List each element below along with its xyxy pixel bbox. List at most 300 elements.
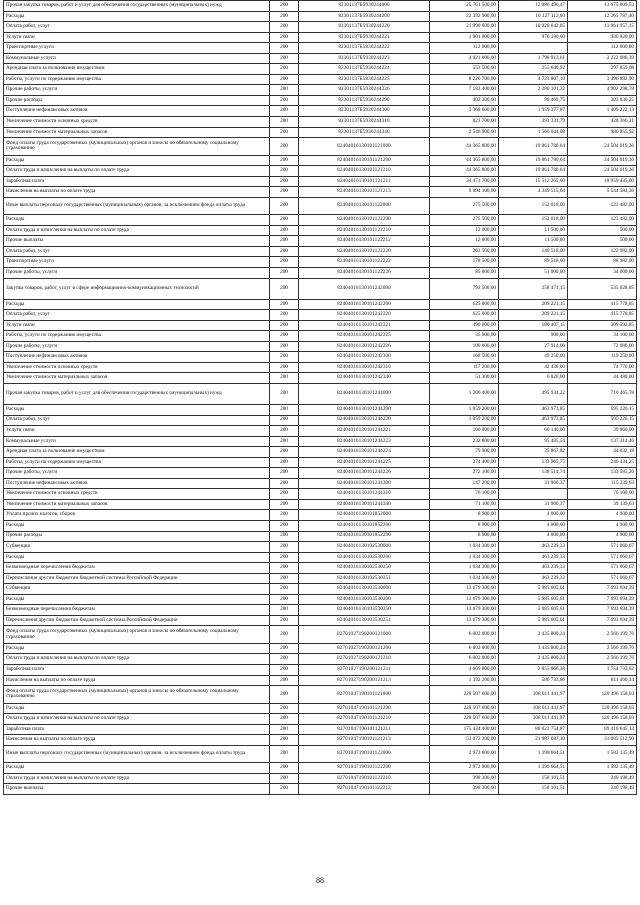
table-row	[4, 784, 637, 795]
row-approved-cell: 85 000,00	[430, 268, 499, 279]
row-name-cell: Оплата работ, услуг	[4, 415, 270, 426]
row-approved-cell: 1 392 200,00	[430, 675, 499, 686]
row-name-cell: Оплата работ, услуг	[4, 310, 270, 321]
row-approved-cell: 100 000,00	[430, 426, 499, 437]
table-row	[4, 531, 637, 542]
row-unexecuted-cell: 303 830,25	[568, 95, 637, 106]
table-row	[4, 278, 637, 299]
row-executed-cell: 463 239,33	[499, 573, 568, 584]
row-approved-cell: 1 034 300,00	[430, 563, 499, 574]
page-number: 88	[316, 876, 324, 885]
row-budget-code-cell: 82404016130102530200	[299, 552, 430, 563]
row-line-code-cell: 200	[270, 1, 299, 12]
row-executed-cell: 463 973,85	[499, 404, 568, 415]
row-unexecuted-cell: 76 100,00	[568, 489, 637, 500]
row-approved-cell: 625 000,00	[430, 310, 499, 321]
row-budget-code-cell: 82701047190101121000	[299, 686, 430, 704]
row-unexecuted-cell: 120 496 158,03	[568, 714, 637, 725]
row-unexecuted-cell: 44 480,00	[568, 373, 637, 384]
row-line-code-cell: 200	[270, 187, 299, 198]
row-name-cell: Поступление нефинансовых активов	[4, 106, 270, 117]
row-budget-code-cell: 82701027190200121211	[299, 665, 430, 676]
row-name-cell: Работы, услуги по содержанию имущества	[4, 331, 270, 342]
table-row	[4, 520, 637, 531]
row-unexecuted-cell: 811 466,14	[568, 675, 637, 686]
row-executed-cell: 1 390 664,51	[499, 763, 568, 774]
row-unexecuted-cell: 18 959 435,00	[568, 176, 637, 187]
row-name-cell: Прочая закупка товаров, работ и услуг для обеспечения государственных (муниципальных) нужд	[4, 383, 270, 404]
row-name-cell: Расходы	[4, 552, 270, 563]
row-budget-code-cell: 82404016130101244000	[299, 383, 430, 404]
row-budget-code-cell: 82404016130101244310	[299, 489, 430, 500]
table-row	[4, 299, 637, 310]
row-executed-cell: 209 221,15	[499, 299, 568, 310]
row-approved-cell: 12 000,00	[430, 225, 499, 236]
row-unexecuted-cell: 7 693 694,39	[568, 594, 637, 605]
row-unexecuted-cell: 240 434,25	[568, 457, 637, 468]
row-line-code-cell: 200	[270, 310, 299, 321]
row-line-code-cell: 200	[270, 665, 299, 676]
row-executed-cell: 108 011 441,97	[499, 686, 568, 704]
row-name-cell: Увеличение стоимости основных средств	[4, 362, 270, 373]
row-budget-code-cell: 82701027190200121213	[299, 675, 430, 686]
row-line-code-cell: 200	[270, 594, 299, 605]
row-executed-cell: 5 985 605,61	[499, 615, 568, 626]
table-row	[4, 675, 637, 686]
row-budget-code-cell: 82701027190200121200	[299, 643, 430, 654]
row-budget-code-cell: 82404016130101244223	[299, 436, 430, 447]
row-line-code-cell: 200	[270, 32, 299, 43]
row-budget-code-cell: 82404016130101852290	[299, 531, 430, 542]
row-name-cell: Иные выплаты персоналу государственных (муниципальных) органов, за исключением фонда оплаты труда	[4, 745, 270, 763]
row-unexecuted-cell: 240 198,49	[568, 773, 637, 784]
row-executed-cell: 3 435 800,24	[499, 626, 568, 644]
table-row	[4, 127, 637, 138]
row-executed-cell: 98 469,75	[499, 95, 568, 106]
row-line-code-cell: 200	[270, 127, 299, 138]
row-name-cell: Увеличение стоимости материальных запасов	[4, 499, 270, 510]
row-unexecuted-cell: 1 582 135,49	[568, 745, 637, 763]
row-budget-code-cell: 82404016130101244220	[299, 415, 430, 426]
row-budget-code-cell: 82404016130101122222	[299, 257, 430, 268]
row-budget-code-cell: 82404016130101242226	[299, 341, 430, 352]
table-row	[4, 341, 637, 352]
row-approved-cell: 13 679 300,00	[430, 615, 499, 626]
budget-execution-table	[3, 0, 637, 795]
row-approved-cell: 821 700,00	[430, 117, 499, 128]
row-approved-cell: 228 507 600,00	[430, 714, 499, 725]
row-name-cell: Прочие расходы	[4, 95, 270, 106]
row-name-cell: Поступление нефинансовых активов	[4, 352, 270, 363]
row-approved-cell: 1 901 000,00	[430, 32, 499, 43]
table-row	[4, 85, 637, 96]
row-line-code-cell: 200	[270, 155, 299, 166]
row-budget-code-cell: 82404016130101121210	[299, 166, 430, 177]
row-budget-code-cell: 82404016130101242200	[299, 299, 430, 310]
row-line-code-cell: 200	[270, 74, 299, 85]
table-row	[4, 404, 637, 415]
row-name-cell: Расходы	[4, 594, 270, 605]
row-approved-cell: 1 034 300,00	[430, 542, 499, 553]
table-row	[4, 426, 637, 437]
row-unexecuted-cell: 34 100,00	[568, 331, 637, 342]
table-row	[4, 745, 637, 763]
row-name-cell: Оплата труда и начисления на выплаты по оплате труда	[4, 225, 270, 236]
row-approved-cell: 2 972 800,00	[430, 745, 499, 763]
row-approved-cell: 793 500,00	[430, 278, 499, 299]
row-budget-code-cell: 82301137Б5930244300	[299, 106, 430, 117]
row-line-code-cell: 200	[270, 415, 299, 426]
row-unexecuted-cell: 3 496 892,90	[568, 74, 637, 85]
row-name-cell: Расходы	[4, 215, 270, 226]
row-executed-cell: 1 566 044,08	[499, 127, 568, 138]
row-line-code-cell: 200	[270, 499, 299, 510]
row-name-cell: Увеличение стоимости основных средств	[4, 489, 270, 500]
row-budget-code-cell: 82404016130101122212	[299, 236, 430, 247]
row-budget-code-cell: 82404016130101244200	[299, 404, 430, 415]
row-line-code-cell: 200	[270, 489, 299, 500]
table-row	[4, 236, 637, 247]
row-executed-cell: 108 011 441,97	[499, 714, 568, 725]
table-row	[4, 331, 637, 342]
row-unexecuted-cell: 39 860,00	[568, 426, 637, 437]
table-row	[4, 542, 637, 553]
table-row	[4, 166, 637, 177]
table-row	[4, 686, 637, 704]
row-name-cell: Перечисления другим бюджетам бюджетной системы Российской Федерации	[4, 573, 270, 584]
row-approved-cell: 51 300,00	[430, 373, 499, 384]
row-unexecuted-cell: 133 585,26	[568, 468, 637, 479]
row-unexecuted-cell: 980 855,92	[568, 127, 637, 138]
row-unexecuted-cell: 74 770,00	[568, 362, 637, 373]
row-approved-cell: 13 679 300,00	[430, 605, 499, 616]
row-name-cell: Расходы	[4, 155, 270, 166]
row-unexecuted-cell: 31 085 512,90	[568, 735, 637, 746]
row-name-cell: Оплата работ, услуг	[4, 22, 270, 33]
row-budget-code-cell: 82404016130103530250	[299, 605, 430, 616]
row-approved-cell: 3 368 600,00	[430, 106, 499, 117]
row-line-code-cell: 200	[270, 510, 299, 521]
table-row	[4, 573, 637, 584]
table-row	[4, 724, 637, 735]
row-name-cell: Расходы	[4, 703, 270, 714]
row-approved-cell: 1 034 300,00	[430, 573, 499, 584]
table-row	[4, 773, 637, 784]
row-name-cell: Увеличение стоимости материальных запасов	[4, 127, 270, 138]
row-approved-cell: 2 546 900,00	[430, 127, 499, 138]
row-budget-code-cell: 82404016130101852000	[299, 510, 430, 521]
table-row	[4, 246, 637, 257]
row-unexecuted-cell: 297 859,08	[568, 64, 637, 75]
row-executed-cell: 463 239,33	[499, 563, 568, 574]
row-line-code-cell: 200	[270, 257, 299, 268]
row-executed-cell: 2 280 101,22	[499, 85, 568, 96]
row-approved-cell: 34 471 700,00	[430, 176, 499, 187]
row-name-cell: Транспортные услуги	[4, 43, 270, 54]
row-approved-cell: 100 000,00	[430, 341, 499, 352]
row-executed-cell: 393 333,79	[499, 117, 568, 128]
row-line-code-cell: 200	[270, 117, 299, 128]
row-budget-code-cell: 82404016130102530000	[299, 542, 430, 553]
table-row	[4, 352, 637, 363]
row-line-code-cell: 200	[270, 686, 299, 704]
table-row	[4, 499, 637, 510]
row-approved-cell: 13 679 300,00	[430, 594, 499, 605]
row-budget-code-cell: 82404016130101121200	[299, 155, 430, 166]
row-budget-code-cell: 82301137Б5930244340	[299, 127, 430, 138]
row-approved-cell: 8 220 700,00	[430, 74, 499, 85]
row-name-cell: Услуги связи	[4, 426, 270, 437]
row-line-code-cell: 200	[270, 176, 299, 187]
row-name-cell: Расходы	[4, 763, 270, 774]
row-executed-cell: 4 349 515,64	[499, 187, 568, 198]
row-budget-code-cell: 82701047190101122000	[299, 745, 430, 763]
row-name-cell: Увеличение стоимости основных средств	[4, 117, 270, 128]
row-executed-cell	[499, 43, 568, 54]
row-line-code-cell: 200	[270, 383, 299, 404]
row-budget-code-cell: 82404016130101242310	[299, 362, 430, 373]
row-executed-cell: 3 435 800,24	[499, 643, 568, 654]
row-unexecuted-cell: 89 410 645,13	[568, 724, 637, 735]
row-line-code-cell: 200	[270, 735, 299, 746]
row-budget-code-cell: 82301137Б5930244224	[299, 64, 430, 75]
row-name-cell: Фонд оплаты труда государственных (муниципальных) органов и взносы по обязательному социальному страхованию	[4, 686, 270, 704]
row-line-code-cell: 200	[270, 362, 299, 373]
row-line-code-cell: 200	[270, 225, 299, 236]
row-budget-code-cell: 82301137Б5930244000	[299, 1, 430, 12]
row-budget-code-cell: 82404016130101122000	[299, 197, 430, 215]
row-budget-code-cell: 82404016130101244300	[299, 478, 430, 489]
row-name-cell: Коммунальные услуги	[4, 53, 270, 64]
row-executed-cell: 158 101,51	[499, 773, 568, 784]
row-budget-code-cell: 82404016130101121211	[299, 176, 430, 187]
row-budget-code-cell: 82301137Б5930244310	[299, 117, 430, 128]
row-line-code-cell: 200	[270, 724, 299, 735]
row-executed-cell: 31 960,37	[499, 499, 568, 510]
row-executed-cell: 1 959 377,87	[499, 106, 568, 117]
table-row	[4, 22, 637, 33]
row-executed-cell: 11 500,00	[499, 225, 568, 236]
table-row	[4, 215, 637, 226]
row-name-cell: Субвенции	[4, 542, 270, 553]
row-line-code-cell: 200	[270, 197, 299, 215]
row-name-cell: Прочие расходы	[4, 531, 270, 542]
table-row	[4, 187, 637, 198]
row-unexecuted-cell: 122 982,00	[568, 246, 637, 257]
row-line-code-cell: 200	[270, 436, 299, 447]
row-name-cell: Расходы	[4, 643, 270, 654]
row-line-code-cell: 200	[270, 542, 299, 553]
table-row	[4, 383, 637, 404]
row-unexecuted-cell: 24 504 019,36	[568, 166, 637, 177]
table-row	[4, 257, 637, 268]
row-name-cell: Работы, услуги по содержанию имущества	[4, 457, 270, 468]
row-approved-cell: 9 894 100,00	[430, 187, 499, 198]
row-executed-cell: 140 518,00	[499, 246, 568, 257]
row-approved-cell: 2 972 800,00	[430, 763, 499, 774]
row-approved-cell: 112 000,00	[430, 43, 499, 54]
row-unexecuted-cell: 123 482,00	[568, 197, 637, 215]
row-approved-cell: 1 059 200,00	[430, 404, 499, 415]
row-approved-cell: 6 002 000,00	[430, 654, 499, 665]
row-unexecuted-cell: 428 366,21	[568, 117, 637, 128]
table-row	[4, 457, 637, 468]
row-line-code-cell: 200	[270, 166, 299, 177]
row-line-code-cell: 200	[270, 447, 299, 458]
row-approved-cell: 4 021 000,00	[430, 53, 499, 64]
row-approved-cell: 374 400,00	[430, 457, 499, 468]
row-approved-cell: 12 000,00	[430, 236, 499, 247]
row-line-code-cell: 200	[270, 478, 299, 489]
row-executed-cell: 1 390 664,51	[499, 745, 568, 763]
row-executed-cell: 60 140,00	[499, 426, 568, 437]
row-budget-code-cell: 82404016130101122200	[299, 215, 430, 226]
table-row	[4, 53, 637, 64]
row-budget-code-cell: 82701047190101121211	[299, 724, 430, 735]
table-row	[4, 373, 637, 384]
row-approved-cell: 625 000,00	[430, 299, 499, 310]
row-name-cell: Начисления на выплаты по оплате труда	[4, 675, 270, 686]
row-approved-cell: 228 507 600,00	[430, 686, 499, 704]
row-budget-code-cell: 82701047190101122212	[299, 784, 430, 795]
row-approved-cell: 490 000,00	[430, 320, 499, 331]
row-budget-code-cell: 82301137Б5930244200	[299, 11, 430, 22]
table-row	[4, 605, 637, 616]
row-approved-cell: 232 800,00	[430, 436, 499, 447]
row-budget-code-cell: 82404016130101244340	[299, 499, 430, 510]
row-name-cell: Услуги связи	[4, 320, 270, 331]
row-line-code-cell: 200	[270, 404, 299, 415]
table-row	[4, 197, 637, 215]
row-budget-code-cell: 82404016130101242340	[299, 373, 430, 384]
row-unexecuted-cell: 72 086,00	[568, 341, 637, 352]
row-unexecuted-cell: 500,00	[568, 236, 637, 247]
row-unexecuted-cell: 571 060,67	[568, 552, 637, 563]
row-executed-cell: 6 820,00	[499, 373, 568, 384]
row-name-cell: Расходы	[4, 11, 270, 22]
row-executed-cell: 900,00	[499, 331, 568, 342]
row-executed-cell: 89 518,00	[499, 257, 568, 268]
row-unexecuted-cell: 500,00	[568, 225, 637, 236]
row-budget-code-cell: 82404016130101242221	[299, 320, 430, 331]
row-budget-code-cell: 82404016130103530200	[299, 594, 430, 605]
row-unexecuted-cell: 2 222 086,39	[568, 53, 637, 64]
row-name-cell: Прочие работы, услуги	[4, 85, 270, 96]
row-line-code-cell: 200	[270, 563, 299, 574]
row-line-code-cell: 200	[270, 341, 299, 352]
row-executed-cell: 138 514,74	[499, 468, 568, 479]
table-row	[4, 626, 637, 644]
row-unexecuted-cell: 34 000,00	[568, 268, 637, 279]
row-unexecuted-cell: 24 504 019,36	[568, 138, 637, 156]
row-unexecuted-cell: 535 028,85	[568, 278, 637, 299]
row-executed-cell: 49 250,00	[499, 352, 568, 363]
table-row	[4, 74, 637, 85]
table-row	[4, 11, 637, 22]
row-executed-cell	[499, 489, 568, 500]
table-row	[4, 176, 637, 187]
row-line-code-cell: 200	[270, 675, 299, 686]
table-row	[4, 64, 637, 75]
row-approved-cell: 53 073 200,00	[430, 735, 499, 746]
table-row	[4, 584, 637, 595]
row-executed-cell: 463 239,33	[499, 542, 568, 553]
row-name-cell: Заработная плата	[4, 176, 270, 187]
table-row	[4, 763, 637, 774]
row-line-code-cell: 200	[270, 773, 299, 784]
row-line-code-cell: 200	[270, 64, 299, 75]
row-unexecuted-cell: 571 060,67	[568, 542, 637, 553]
row-name-cell: Безвозмездные перечисления бюджетам	[4, 563, 270, 574]
row-line-code-cell: 200	[270, 268, 299, 279]
row-executed-cell: 21 987 687,10	[499, 735, 568, 746]
row-unexecuted-cell: 4 902 298,78	[568, 85, 637, 96]
row-name-cell: Начисления на выплаты по оплате труда	[4, 735, 270, 746]
row-name-cell: Поступление нефинансовых активов	[4, 478, 270, 489]
row-approved-cell: 1 206 400,00	[430, 383, 499, 404]
row-unexecuted-cell: 1 582 135,49	[568, 763, 637, 774]
row-unexecuted-cell: 710 465,78	[568, 383, 637, 404]
row-name-cell: Прочие работы, услуги	[4, 341, 270, 352]
row-executed-cell: 19 861 780,64	[499, 138, 568, 156]
row-line-code-cell: 200	[270, 352, 299, 363]
row-budget-code-cell: 82404016130101244225	[299, 457, 430, 468]
row-executed-cell: 580 733,86	[499, 675, 568, 686]
row-line-code-cell: 200	[270, 11, 299, 22]
row-name-cell: Прочие выплаты	[4, 236, 270, 247]
row-name-cell: Субвенции	[4, 584, 270, 595]
table-row	[4, 43, 637, 54]
table-row	[4, 594, 637, 605]
row-unexecuted-cell: 7 693 694,39	[568, 615, 637, 626]
row-name-cell: Заработная плата	[4, 724, 270, 735]
row-line-code-cell: 200	[270, 331, 299, 342]
row-executed-cell: 4 000,00	[499, 531, 568, 542]
row-executed-cell: 2 855 066,38	[499, 665, 568, 676]
row-approved-cell: 44 365 800,00	[430, 155, 499, 166]
table-row	[4, 615, 637, 626]
row-approved-cell: 8 900,00	[430, 520, 499, 531]
row-approved-cell: 147 200,00	[430, 478, 499, 489]
table-row	[4, 468, 637, 479]
row-unexecuted-cell: 415 778,85	[568, 310, 637, 321]
row-unexecuted-cell: 39 139,63	[568, 499, 637, 510]
row-executed-cell: 19 861 780,64	[499, 166, 568, 177]
table-row	[4, 106, 637, 117]
table-row	[4, 643, 637, 654]
row-executed-cell: 51 000,00	[499, 268, 568, 279]
row-executed-cell: 255 640,92	[499, 64, 568, 75]
row-name-cell: Иные выплаты персоналу государственных (муниципальных) органов, за исключением фонда оплаты труда	[4, 197, 270, 215]
row-executed-cell: 1 798 913,61	[499, 53, 568, 64]
row-budget-code-cell: 82404016130102530251	[299, 573, 430, 584]
table-row	[4, 95, 637, 106]
row-name-cell: Заработная плата	[4, 665, 270, 676]
table-row	[4, 489, 637, 500]
row-executed-cell: 4 000,00	[499, 510, 568, 521]
row-line-code-cell: 200	[270, 320, 299, 331]
table-row	[4, 320, 637, 331]
row-line-code-cell: 200	[270, 53, 299, 64]
row-name-cell: Расходы	[4, 299, 270, 310]
table-body	[4, 1, 637, 795]
row-line-code-cell: 200	[270, 278, 299, 299]
row-budget-code-cell: 82301137Б5930244290	[299, 95, 430, 106]
row-line-code-cell: 200	[270, 531, 299, 542]
row-line-code-cell: 200	[270, 85, 299, 96]
row-approved-cell: 1 059 200,00	[430, 415, 499, 426]
row-unexecuted-cell: 112 000,00	[568, 43, 637, 54]
